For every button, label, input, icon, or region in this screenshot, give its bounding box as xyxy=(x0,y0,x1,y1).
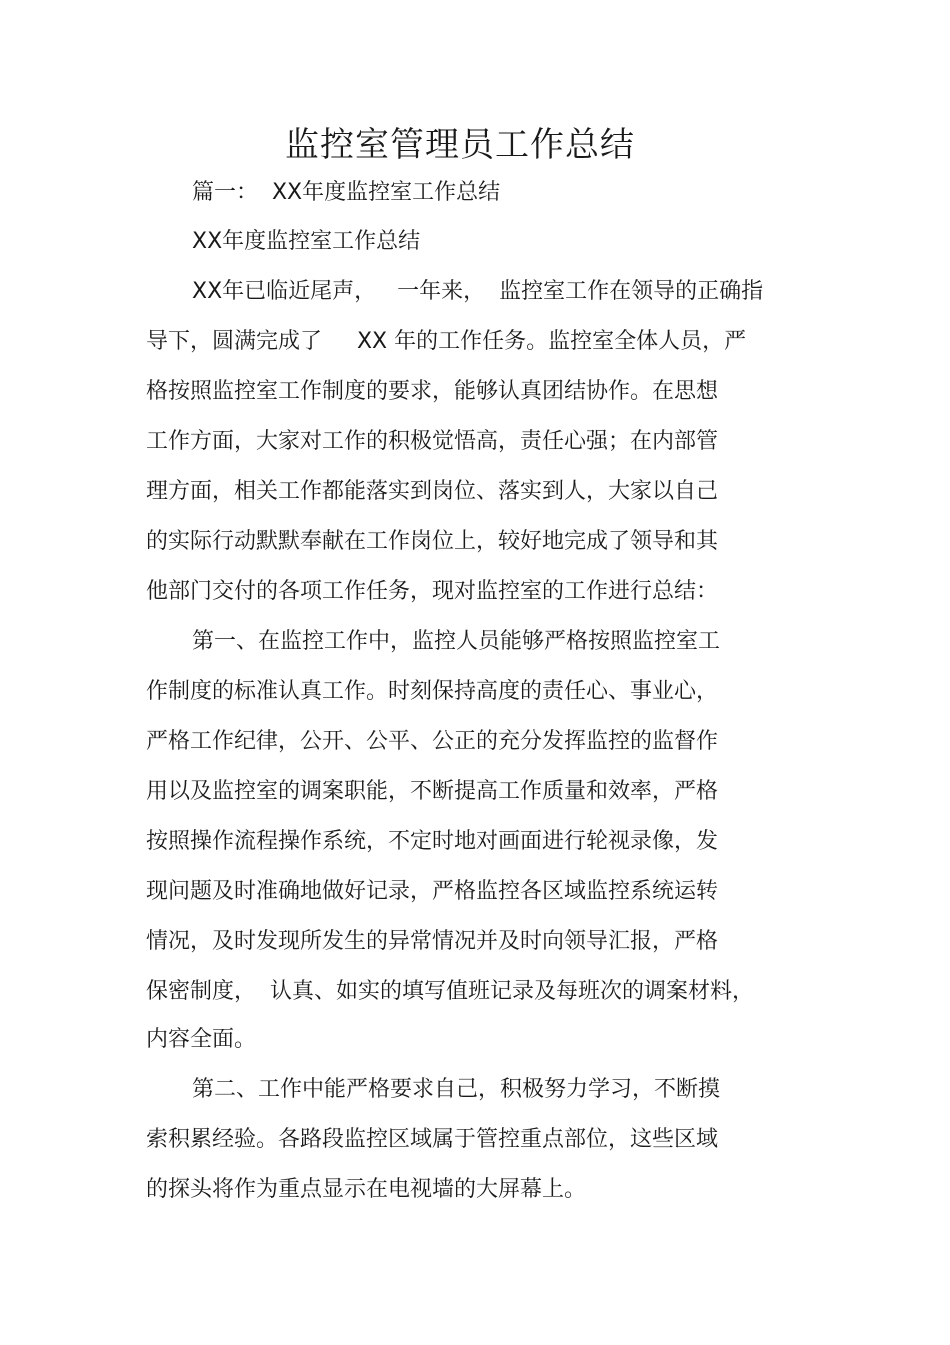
paragraph-line: 格按照监控室工作制度的要求，能够认真团结协作。在思想 xyxy=(146,379,719,404)
paragraph-line: 作制度的标准认真工作。时刻保持高度的责任心、事业心， xyxy=(146,679,719,704)
paragraph-line: 用以及监控室的调案职能，不断提高工作质量和效率，严格 xyxy=(146,779,719,804)
section-heading: XX年度监控室工作总结 xyxy=(192,229,421,254)
paragraph-line: 按照操作流程操作系统，不定时地对画面进行轮视录像，发 xyxy=(146,829,719,854)
paragraph-line: 内容全面。 xyxy=(146,1027,257,1052)
paragraph-line: 情况，及时发现所发生的异常情况并及时向领导汇报，严格 xyxy=(146,929,719,954)
paragraph-line: 理方面，相关工作都能落实到岗位、落实到人，大家以自己 xyxy=(146,479,719,504)
paragraph-line: XX年已临近尾声， 一年来， 监控室工作在领导的正确指 xyxy=(192,279,764,304)
paragraph-line: 现问题及时准确地做好记录，严格监控各区域监控系统运转 xyxy=(146,879,719,904)
paragraph-line: 严格工作纪律，公开、公平、公正的充分发挥监控的监督作 xyxy=(146,729,719,754)
paragraph-line: 第一、在监控工作中，监控人员能够严格按照监控室工 xyxy=(192,629,721,654)
paragraph-line: 保密制度， 认真、如实的填写值班记录及每班次的调案材料， xyxy=(146,979,754,1004)
paragraph-line: 工作方面，大家对工作的积极觉悟高，责任心强；在内部管 xyxy=(146,429,719,454)
subtitle-line: 篇一： XX年度监控室工作总结 xyxy=(192,180,501,205)
paragraph-line: 他部门交付的各项工作任务，现对监控室的工作进行总结： xyxy=(146,579,719,604)
paragraph-line: 的实际行动默默奉献在工作岗位上，较好地完成了领导和其 xyxy=(146,529,719,554)
paragraph-line: 索积累经验。各路段监控区域属于管控重点部位，这些区域 xyxy=(146,1127,719,1152)
paragraph-line: 的探头将作为重点显示在电视墙的大屏幕上。 xyxy=(146,1177,587,1202)
paragraph-line: 第二、工作中能严格要求自己，积极努力学习，不断摸 xyxy=(192,1077,721,1102)
paragraph-line: 导下，圆满完成了 XX 年的工作任务。监控室全体人员，严 xyxy=(146,329,747,354)
document-title: 监控室管理员工作总结 xyxy=(285,125,635,165)
